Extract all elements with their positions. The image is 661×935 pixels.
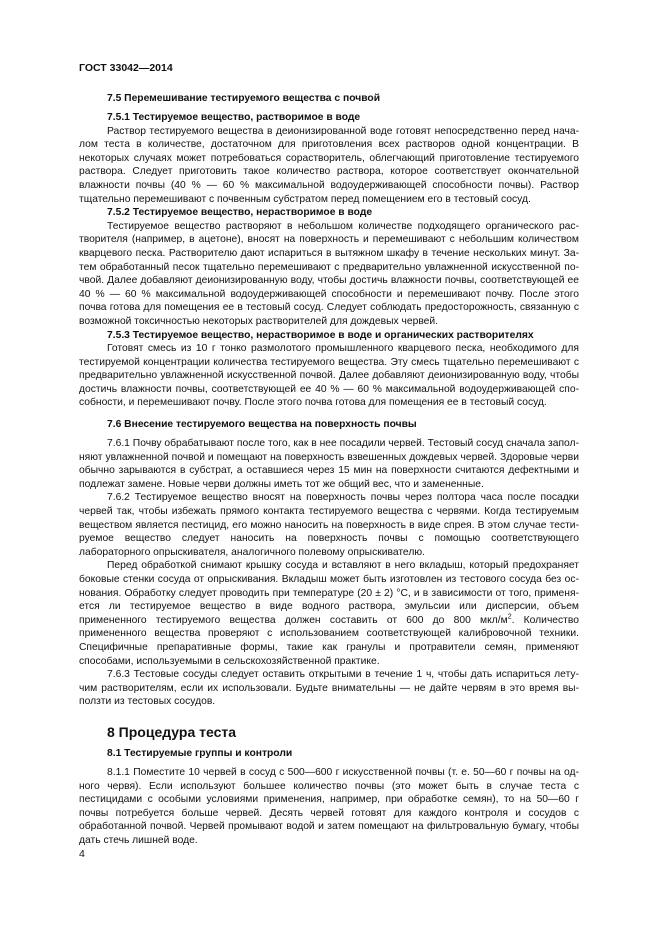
section-7-5-3-heading: 7.5.3 Тестируемое вещество, нерастворимое в воде и органических растворителях [107, 329, 534, 341]
section-7-5-heading: 7.5 Перемешивание тестируемого вещества с почвой [107, 93, 381, 104]
section-7-6-heading: 7.6 Внесение тестируемого вещества на поверхность почвы [107, 419, 417, 431]
text-run: . Количество примененного вещества проверяют с использованием соответствующей калибровочной техники. Специфичные препаративные формы, такие как гранулы и протравители семян, применяют способами, используемыми в сельскохозяйственной практике. [79, 614, 579, 667]
page-number: 4 [79, 848, 85, 860]
section-7-6-2-paragraph-2 [79, 559, 579, 668]
superscript: 2 [507, 613, 512, 621]
text-run: Перед обработкой снимают крышку сосуда и вставляют в него вкладыш, который предохраняет боковые стенки сосуда от опрыскивания. Вкладыш может быть изготовлен из тестового сосуда без основания. Обработку следует проводить при температуре (20 ± 2) °С, и в зависимости от того, применяется ли тестируемое вещество в виде водного раствора, эмульсии или дисперсии, объем примененного тестируемого вещества должен составить от 600 до 800 мкл/м [79, 560, 579, 626]
section-7-5-2-heading: 7.5.2 Тестируемое вещество, нерастворимое в воде [107, 207, 373, 219]
section-7-6-2-paragraph: 7.6.2 Тестируемое вещество вносят на поверхность почвы через полтора часа после посадки червей так, чтобы избежать прямого контакта тестируемого вещества с червями. Когда тестируемым веществом является пестицид, его можно наносить на поверхность в виде спрея. В этом случае тестируемое вещество следует наносить на поверхность почвы с помощью соответствующего лабораторного опрыскивателя, аналогичного полевому опрыскивателю. [79, 492, 579, 558]
section-8-1-heading: 8.1 Тестируемые группы и контроли [107, 747, 293, 759]
section-7-5-3-paragraph: Готовят смесь из 10 г тонко размолотого промышленного кварцевого песка, необходимого для тестируемой концентрации количества тестируемого вещества. Эту смесь тщательно перемешивают с предварительно увлажненной искусственной почвой. Далее добавляют деионизированную воду, чтобы достичь влажности почвы, соответствующей ее 40 % — 60 % максимальной водоудерживающей способности, и перемешивают почву. После этого почва готова для помещения ее в тестовый сосуд. [79, 343, 579, 409]
document-body [79, 92, 579, 848]
section-7-5-1-heading: 7.5.1 Тестируемое вещество, растворимое в воде [107, 112, 361, 123]
standard-header: ГОСТ 33042—2014 [79, 62, 173, 74]
section-7-5-2-paragraph: Тестируемое вещество растворяют в небольшом количестве подходящего органического растворителя (например, в ацетоне), вносят на поверхность и перемешивают с небольшим количеством кварцевого песка. Растворителю дают испариться в вытяжном шкафу в течение нескольких минут. Затем обработанный песок тщательно перемешивают с предварительно увлажненной искусственной почвой. Далее добавляют деионизированную воду, чтобы достичь влажности почвы, соответствующей ее 40 % — 60 % максимальной водоудерживающей способности и перемешивают почву. После этого почва готова для помещения ее в тестовый сосуд. Следует соблюдать предосторожность, связанную с возможной токсичностью некоторых растворителей для дождевых червей. [79, 220, 579, 327]
section-8-heading: 8 Процедура теста [107, 723, 237, 740]
section-7-5-1-paragraph: Раствор тестируемого вещества в деионизированной воде готовят непосредственно перед началом теста в количестве, достаточном для приготовления всех растворов одной концентрации. В некоторых случаях может потребоваться сорастворитель, облегчающий приготовление тестируемого раствора. Следует приготовить такое количество раствора, которое соответствует окончательной влажности почвы (40 % — 60 % максимальной водоудерживающей способности почвы). Раствор тщательно перемешивают с почвенным субстратом перед помещением его в тестовый сосуд. [79, 125, 579, 205]
section-7-6-3-paragraph: 7.6.3 Тестовые сосуды следует оставить открытыми в течение 1 ч, чтобы дать испариться летучим растворителям, если их использовали. Будьте внимательны — не дайте червям в это время выползти из тестовых сосудов. [79, 669, 579, 708]
section-8-1-1-paragraph: 8.1.1 Поместите 10 червей в сосуд с 500—600 г искусственной почвы (т. е. 50—60 г почвы на одного червя). Если используют большее количество почвы (это может быть в случае теста с пестицидами с особыми условиями применения, например, при обработке семян), то на 50—60 г почвы потребуется больше червей. Десять червей готовят для каждого контроля и сосудов с обработанной почвой. Червей промывают водой и затем помещают на фильтровальную бумагу, чтобы дать стечь лишней воде. [79, 766, 579, 846]
section-7-6-1-paragraph: 7.6.1 Почву обрабатывают после того, как в нее посадили червей. Тестовый сосуд сначала заполняют увлажненной почвой и помещают на поверхность взвешенных дождевых червей. Здоровые черви обычно зарываются в субстрат, а оставшиеся через 15 мин на поверхности считаются дефектными и подлежат замене. Новые черви должны иметь тот же общий вес, что и замененные. [79, 438, 579, 490]
